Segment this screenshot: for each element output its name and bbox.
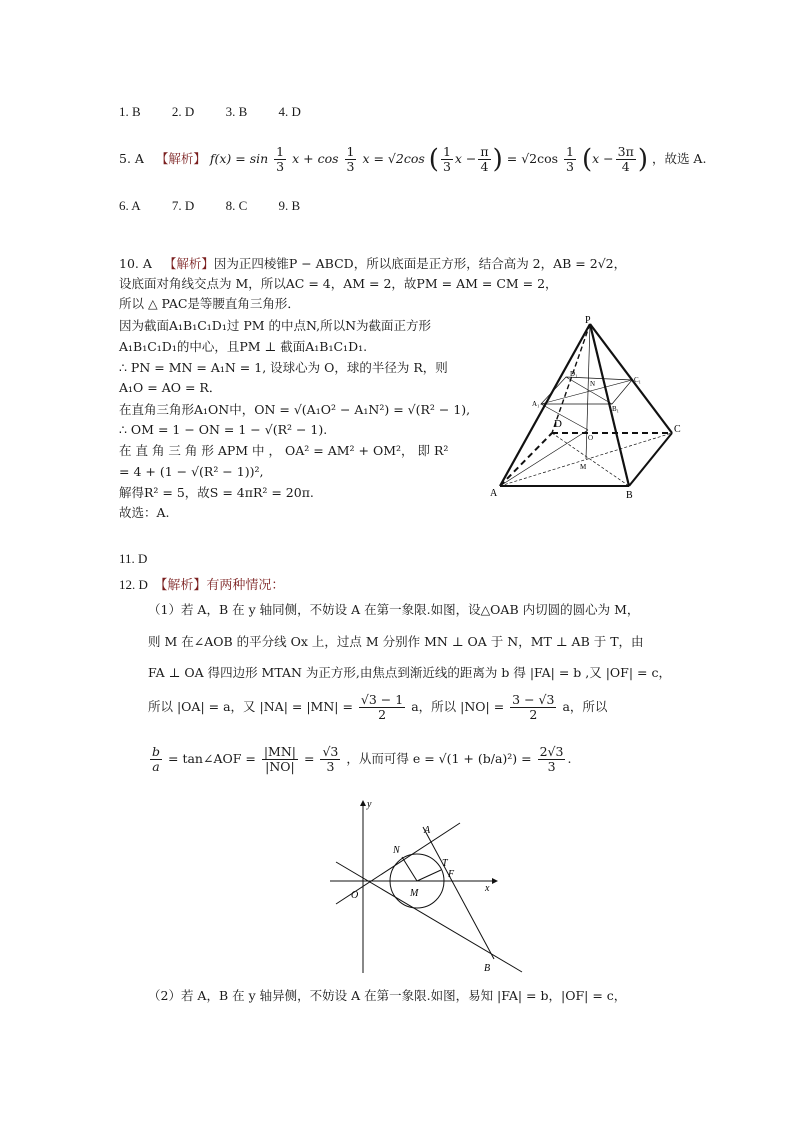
q10-line-4: 因为截面A₁B₁C₁D₁过 PM 的中点N,所以N为截面正方形 (119, 318, 432, 333)
answer-6: 6. A (119, 198, 141, 213)
label-D1: D₁ (570, 370, 578, 378)
label-N2: N (393, 845, 400, 856)
label-A2: A (424, 825, 431, 836)
q10-line-9: ∴ OM = 1 − ON = 1 − √(R² − 1). (119, 422, 328, 437)
answer-9: 9. B (278, 198, 301, 213)
answer-5: 5. A (119, 151, 144, 166)
label-M: M (580, 463, 587, 471)
q5-lhs: f(x) = sin (209, 151, 269, 166)
answer-10: 10. A (119, 256, 152, 271)
q10-line-1: 10. A 【解析】因为正四棱锥P − ABCD，所以底面是正方形，结合高为 2，AB = 2√2， (119, 256, 627, 271)
q12-head: 有两种情况： (206, 577, 285, 592)
answer-11: 11. D (119, 551, 148, 566)
label-P: P (585, 315, 591, 326)
incircle-figure (322, 795, 532, 975)
q10-line-8: 在直角三角形A₁ON中，ON = √(A₁O² − A₁N²) = √(R² − 1), (119, 402, 471, 417)
label-A1: A₁ (532, 400, 540, 408)
q10-line-3: 所以 △ PAC是等腰直角三角形． (119, 296, 300, 311)
q12-p3: FA ⊥ OA 得四边形 MTAN 为正方形,由焦点到渐近线的距离为 b 得 |FA| = b ,又 |OF| = c， (148, 665, 671, 680)
answer-12: 12. D (119, 577, 148, 592)
label-T2: T (442, 858, 448, 869)
pyramid-figure (474, 312, 684, 508)
label-B1: B₁ (612, 405, 620, 413)
answer-4: 4. D (278, 104, 301, 119)
label-A: A (490, 488, 498, 499)
answer-1: 1. B (119, 104, 141, 119)
q10-line-5: A₁B₁C₁D₁的中心，且PM ⊥ 截面A₁B₁C₁D₁. (119, 339, 368, 354)
answers-row-1 (119, 102, 301, 122)
q10-line-11: = 4 + (1 − √(R² − 1))², (119, 464, 264, 479)
q5-mid: x + cos (292, 151, 339, 166)
q12-p5: $\frac{b}{a}$ = tan∠AOF = $\frac{|MN|}{|NO|}$ = $\frac{√3}{3}$ ，从而可得 e = √(1 + (b/a)²) = $\frac{2√3}{3}$ . (152, 744, 572, 774)
q10-line-10: 在 直 角 三 角 形 APM 中 ， OA² = AM² + OM²， 即 R² (119, 443, 449, 458)
label-O2: O (351, 890, 359, 901)
answer-3: 3. B (225, 104, 248, 119)
q12-line-head (119, 575, 284, 595)
jiexi-tag-12: 【解析】 (154, 577, 207, 592)
axis-x-label: x (485, 883, 490, 894)
answer-8: 8. C (225, 198, 248, 213)
label-C: C (674, 424, 681, 435)
q10-line-13: 故选：A. (119, 505, 170, 520)
label-O: O (588, 434, 594, 442)
jiexi-tag-10: 【解析】 (163, 256, 214, 271)
axis-y-label: y (367, 799, 372, 810)
q10-line-7: A₁O = AO = R． (119, 380, 222, 395)
q12-p1: （1）若 A，B 在 y 轴同侧，不妨设 A 在第一象限.如图，设△OAB 内切圆的圆心为 M， (148, 602, 640, 617)
answer-2: 2. D (171, 104, 195, 119)
label-N: N (590, 380, 596, 388)
q12-p4: 所以 |OA| = a，又 |NA| = |MN| = $\frac{√3 - 1}{2}$ a，所以 |NO| = $\frac{3 - √3}{2}$ a，所以 (148, 692, 608, 722)
label-M2: M (410, 888, 419, 899)
label-B2: B (484, 963, 491, 974)
label-F2: F (448, 869, 455, 880)
q12-p6: （2）若 A，B 在 y 轴异侧，不妨设 A 在第一象限.如图，易知 |FA| = b，|OF| = c， (148, 988, 627, 1003)
q10-line-2: 设底面对角线交点为 M，所以AC = 4，AM = 2，故PM = AM = CM = 2， (119, 276, 558, 291)
q10-line-12: 解得R² = 5，故S = 4πR² = 20π. (119, 485, 314, 500)
q5-rhs1: x = √2cos (362, 151, 425, 166)
answers-row-2 (119, 196, 300, 216)
label-C1: C₁ (634, 376, 642, 384)
jiexi-tag-5: 【解析】 (155, 151, 206, 166)
q5-rhs2: = √2cos (506, 151, 559, 166)
q12-p2: 则 M 在∠AOB 的平分线 Ox 上，过点 M 分别作 MN ⊥ OA 于 N，MT ⊥ AB 于 T，由 (148, 634, 644, 649)
answer-5-line: 5. A 【解析】 f(x) = sin $\frac{1}{3}$ x + cos $\frac{1}{3}$ x = √2cos ( $\frac{1}{3}$ x − $\frac{\pi}{4}$ ) = √2cos $\frac{1}{3}$ (x − $\frac{3\pi}{4}$ ) ，故选 A. (119, 144, 707, 175)
q5-tail: ，故选 A. (651, 151, 707, 166)
answer-7: 7. D (171, 198, 195, 213)
label-D: D (554, 418, 562, 430)
q10-line-6: ∴ PN = MN = A₁N = 1, 设球心为 O，球的半径为 R，则 (119, 360, 448, 375)
label-B: B (626, 490, 633, 501)
